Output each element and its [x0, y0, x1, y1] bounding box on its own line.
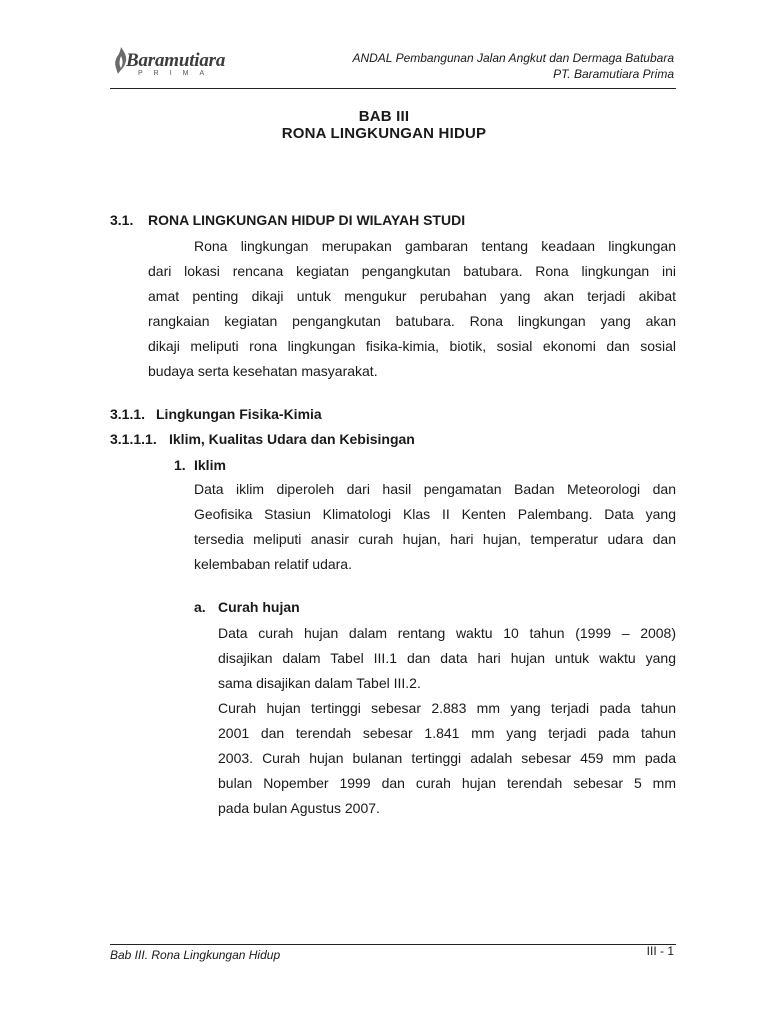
paragraph-line: Data iklim diperoleh dari hasil pengamatan Badan Meteorologi dan: [194, 481, 676, 497]
chapter-title: RONA LINGKUNGAN HIDUP: [281, 125, 487, 142]
logo-wordmark: Baramutiara: [126, 50, 226, 71]
section-title: Iklim, Kualitas Udara dan Kebisingan: [169, 431, 415, 447]
paragraph-line: Data curah hujan dalam rentang waktu 10 tahun (1999 – 2008): [218, 625, 676, 641]
logo-subtitle: PRIMA: [138, 70, 216, 77]
list-item-heading-1: [174, 457, 226, 473]
section-heading-3-1: [110, 212, 465, 228]
header-divider: [110, 88, 676, 89]
paragraph-line: 2001 dan terendah sebesar 1.841 mm yang terjadi pada tahun: [218, 725, 676, 741]
header-title: ANDAL Pembangunan Jalan Angkut dan Dermaga Batubara: [352, 51, 674, 65]
paragraph-line: Geofisika Stasiun Klimatologi Klas II Kenten Palembang. Data yang: [194, 506, 676, 522]
list-letter: a.: [194, 599, 206, 615]
curah-hujan-paragraph: [218, 621, 676, 821]
section-number: 3.1.1.: [110, 406, 146, 422]
document-header: [352, 50, 674, 82]
paragraph-line: 2003. Curah hujan bulanan tertinggi adalah sebesar 459 mm pada: [218, 750, 676, 766]
footer-divider: [110, 944, 676, 945]
section-title: RONA LINGKUNGAN HIDUP DI WILAYAH STUDI: [148, 212, 466, 228]
list-title: Iklim: [194, 457, 226, 473]
list-title: Curah hujan: [218, 599, 300, 615]
paragraph-line: kelembaban relatif udara.: [194, 556, 352, 572]
section-heading-3-1-1: [110, 406, 322, 422]
paragraph-line: bulan Nopember 1999 dan curah hujan terendah sebesar 5 mm: [218, 775, 676, 791]
list-number: 1.: [174, 457, 186, 473]
paragraph-line: disajikan dalam Tabel III.1 dan data hari hujan untuk waktu yang: [218, 650, 676, 666]
list-item-heading-a: [194, 599, 300, 615]
section-title: Lingkungan Fisika-Kimia: [156, 406, 322, 422]
paragraph-line: pada bulan Agustus 2007.: [218, 800, 380, 816]
paragraph-line: Curah hujan tertinggi sebesar 2.883 mm yang terjadi pada tahun: [218, 700, 676, 716]
paragraph-line: budaya serta kesehatan masyarakat.: [148, 363, 378, 379]
paragraph-line: dikaji meliputi rona lingkungan fisika-kimia, biotik, sosial ekonomi dan sosial: [148, 338, 676, 354]
paragraph-line: Rona lingkungan merupakan gambaran tentang keadaan lingkungan: [194, 238, 676, 254]
section-heading-3-1-1-1: [110, 431, 415, 447]
paragraph-line: amat penting dikaji untuk mengukur perubahan yang akan terjadi akibat: [148, 288, 676, 304]
paragraph-line: dari lokasi rencana kegiatan pengangkutan batubara. Rona lingkungan ini: [148, 263, 676, 279]
iklim-paragraph: [194, 477, 676, 577]
chapter-label: BAB III: [358, 108, 410, 125]
section-3-1-paragraph: [148, 234, 676, 384]
footer-chapter: Bab III. Rona Lingkungan Hidup: [110, 948, 281, 962]
paragraph-line: tersedia meliputi anasir curah hujan, hari hujan, temperatur udara dan: [194, 531, 676, 547]
header-company: PT. Baramutiara Prima: [553, 67, 674, 81]
section-number: 3.1.1.1.: [110, 431, 157, 447]
page-number: III - 1: [646, 944, 674, 958]
paragraph-line: sama disajikan dalam Tabel III.2.: [218, 675, 421, 691]
company-logo: [110, 46, 240, 82]
section-number: 3.1.: [110, 212, 134, 228]
paragraph-line: rangkaian kegiatan pengangkutan batubara. Rona lingkungan yang akan: [148, 313, 676, 329]
